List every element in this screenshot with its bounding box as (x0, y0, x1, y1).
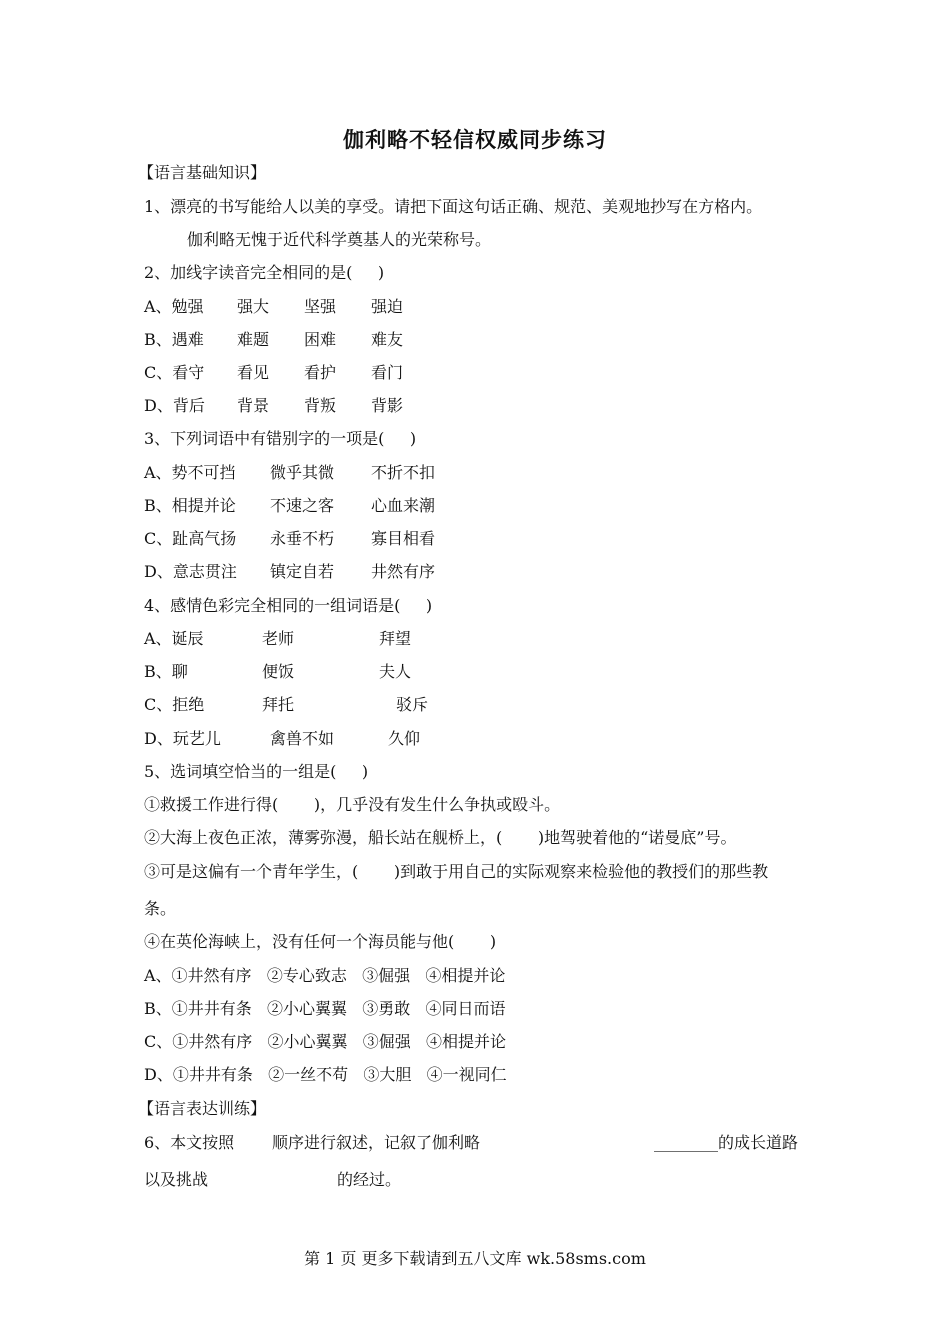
option-word: 微乎其微 (270, 463, 335, 482)
option-word: 禽兽不如 (270, 729, 335, 748)
option-word: 驳斥 (396, 695, 429, 714)
question-6-part-5: 的经过。 (337, 1170, 402, 1189)
option-word: 强大 (237, 297, 270, 316)
question-5-option-a: A、①井然有序 ②专心致志 ③倔强 ④相提并论 (144, 966, 506, 985)
question-6-part-2: 顺序进行叙述，记叙了伽利略 (272, 1133, 481, 1152)
option-word: 难题 (237, 330, 270, 349)
option-word: B、遇难 (144, 330, 204, 349)
section-heading-expression: 【语言表达训练】 (138, 1099, 267, 1118)
question-5-item-1: ①救援工作进行得( )，几乎没有发生什么争执或殴斗。 (144, 795, 561, 814)
section-heading-basics: 【语言基础知识】 (138, 163, 267, 182)
option-word: C、拒绝 (144, 695, 205, 714)
option-word: 背影 (371, 396, 404, 415)
question-5: 5、选词填空恰当的一组是( ) (144, 762, 369, 781)
page-footer: 第 1 页 更多下载请到五八文库 wk.58sms.com (304, 1249, 646, 1268)
option-word: D、意志贯注 (144, 562, 237, 581)
option-word: 不折不扣 (371, 463, 436, 482)
option-word: 背叛 (304, 396, 337, 415)
option-word: 拜托 (262, 695, 295, 714)
question-3: 3、下列词语中有错别字的一项是( ) (144, 429, 417, 448)
option-word: 坚强 (304, 297, 337, 316)
question-5-item-3: ③可是这偏有一个青年学生，( )到敢于用自己的实际观察来检验他的教授们的那些教 (144, 862, 769, 881)
question-6-part-3: ________的成长道路 (654, 1133, 799, 1152)
question-1: 1、漂亮的书写能给人以美的享受。请把下面这句话正确、规范、美观地抄写在方格内。 (144, 197, 763, 216)
option-word: 看见 (237, 363, 270, 382)
question-5-item-4: ④在英伦海峡上，没有任何一个海员能与他( ) (144, 932, 497, 951)
option-word: C、趾高气扬 (144, 529, 237, 548)
question-5-item-2: ②大海上夜色正浓，薄雾弥漫，船长站在舰桥上，( )地驾驶着他的“诺曼底”号。 (144, 828, 737, 847)
option-word: C、看守 (144, 363, 205, 382)
question-1-sentence: 伽利略无愧于近代科学奠基人的光荣称号。 (187, 230, 492, 249)
option-word: B、聊 (144, 662, 188, 681)
option-word: 老师 (262, 629, 295, 648)
option-word: 背景 (237, 396, 270, 415)
option-word: 难友 (371, 330, 404, 349)
option-word: D、玩艺儿 (144, 729, 221, 748)
question-4: 4、感情色彩完全相同的一组词语是( ) (144, 596, 433, 615)
option-word: 不速之客 (270, 496, 335, 515)
option-word: B、相提并论 (144, 496, 236, 515)
option-word: 看护 (304, 363, 337, 382)
question-2: 2、加线字读音完全相同的是( ) (144, 263, 385, 282)
option-word: 困难 (304, 330, 337, 349)
option-word: 久仰 (388, 729, 421, 748)
question-5-option-b: B、①井井有条 ②小心翼翼 ③勇敢 ④同日而语 (144, 999, 506, 1018)
option-word: A、势不可挡 (144, 463, 236, 482)
page-title: 伽利略不轻信权威同步练习 (343, 127, 607, 152)
option-word: 便饭 (262, 662, 295, 681)
option-word: A、诞辰 (144, 629, 204, 648)
question-6-part-4: 以及挑战 (144, 1170, 209, 1189)
option-word: A、勉强 (144, 297, 204, 316)
question-5-option-c: C、①井然有序 ②小心翼翼 ③倔强 ④相提并论 (144, 1032, 507, 1051)
option-word: 井然有序 (371, 562, 436, 581)
option-word: 永垂不朽 (270, 529, 335, 548)
option-word: 寡目相看 (371, 529, 436, 548)
option-word: 看门 (371, 363, 404, 382)
question-5-option-d: D、①井井有条 ②一丝不苟 ③大胆 ④一视同仁 (144, 1065, 507, 1084)
option-word: 夫人 (379, 662, 412, 681)
option-word: D、背后 (144, 396, 205, 415)
option-word: 拜望 (379, 629, 412, 648)
question-5-item-3-cont: 条。 (144, 899, 177, 918)
option-word: 强迫 (371, 297, 404, 316)
question-6-part-1: 6、本文按照 (144, 1133, 235, 1152)
option-word: 镇定自若 (270, 562, 335, 581)
option-word: 心血来潮 (371, 496, 436, 515)
